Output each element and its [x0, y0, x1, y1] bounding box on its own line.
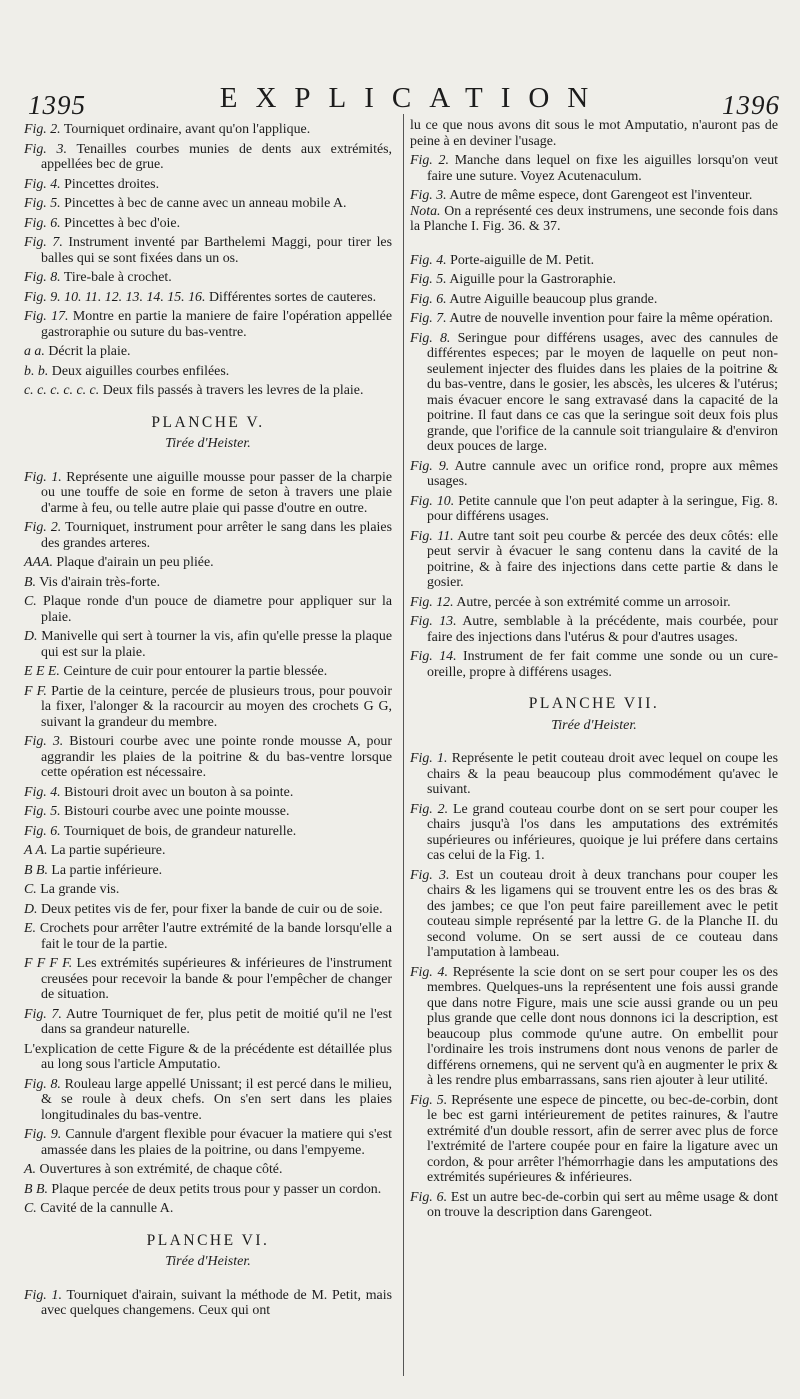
figure-text: Seringue pour différens usages, avec des cannules de différentes especes; par le moyen de laquelle on peut non-seulement injecter des fluides dans les plaies de la poitrine & du bas-ventre, dans le gosier, les abscès, les ulceres & l'utérus; mais évacuer encore le sang extravasé dans la capacité de la poitrine. Il faut dans ce cas que la seringue soit deux fois plus grande, que l'orifice de la cannule soit triangulaire & d'environ deux pouces de large. [427, 330, 778, 454]
figure-text: Tourniquet d'airain, suivant la méthode de M. Petit, mais avec quelques changemens. Ceux qui ont [41, 1287, 392, 1318]
page-header [22, 82, 786, 120]
figure-text: Différentes sortes de cauteres. [208, 289, 377, 305]
figure-key: Fig. 8. [410, 330, 451, 346]
figure-text: Représente une aiguille mousse pour passer de la charpie ou une touffe de soie en forme de seton à travers une plaie d'arme à feu, ou telle autre plaie qui passe d'outre en outre. [41, 469, 392, 516]
spacer [410, 235, 778, 249]
figure-text: Pincettes droites. [64, 176, 160, 192]
figure-text: Le grand couteau courbe dont on se sert pour couper les chairs jusqu'à l'os dans les amputations des extrémités supérieures ou inférieures, quoique je lui préfere dans certains cas celui de la Fig. 1. [427, 801, 778, 863]
figure-key: Fig. 4. [410, 252, 447, 268]
figure-entry [24, 383, 392, 399]
figure-entry [410, 614, 778, 645]
figure-text: Tenailles courbes munies de dents aux extrémités, appellées bec de grue. [41, 141, 392, 172]
figure-entry [410, 253, 778, 269]
figure-key: Fig. 5. [410, 1092, 448, 1108]
figure-entry [410, 494, 778, 525]
figure-entry [24, 804, 392, 820]
figure-key: Fig. 7. [24, 235, 63, 250]
figure-text: Porte-aiguille de M. Petit. [450, 252, 595, 268]
nota-paragraph [410, 204, 778, 235]
figure-key: b. b. [24, 363, 49, 379]
figure-text: Manivelle qui sert à tourner la vis, afin qu'elle presse la plaque qui est sur la plaie. [41, 629, 392, 660]
figure-text: Cannule d'argent flexible pour évacuer la matiere qui s'est amassée dans les plaies de la poitrine, ou dans l'empyeme. [41, 1127, 392, 1158]
figure-entry [24, 235, 392, 266]
figure-key: Fig. 11. [410, 528, 454, 544]
planche-vii-heading: PLANCHE VII. [528, 695, 660, 712]
figure-text: La partie supérieure. [50, 843, 166, 858]
figure-key: Fig. 4. [24, 176, 61, 192]
figure-entry [24, 1162, 392, 1178]
figure-key: A. [24, 1162, 36, 1177]
figure-entry [410, 649, 778, 680]
figure-key: F F. [24, 683, 47, 699]
figure-key: Fig. 3. [410, 867, 450, 883]
planche-vi-heading: PLANCHE VI. [146, 1231, 270, 1249]
right-column [410, 118, 778, 1221]
figure-text: Autre cannule avec un orifice rond, propre aux mêmes usages. [427, 458, 778, 489]
figure-key: Fig. 6. [410, 1189, 448, 1205]
figure-entry [410, 292, 778, 308]
figure-text: Cavité de la cannulle A. [40, 1201, 174, 1216]
figure-key: AAA. [24, 555, 53, 570]
page-number-right: 1396 [722, 90, 780, 120]
left-entries-a [24, 122, 392, 399]
figure-entry [410, 272, 778, 288]
figure-text: Manche dans lequel on fixe les aiguilles lorsqu'on veut faire une suture. Voyez Acutenaculum. [427, 153, 778, 184]
figure-key: Fig. 5. [24, 196, 61, 211]
figure-key: C. [24, 594, 37, 609]
figure-entry [410, 751, 778, 798]
figure-key: Fig. 4. [410, 964, 448, 980]
figure-key: E. [24, 921, 36, 936]
figure-entry [410, 868, 778, 961]
figure-entry [410, 311, 778, 327]
figure-text: Pincettes à bec de canne avec un anneau mobile A. [64, 196, 347, 211]
figure-entry [24, 785, 392, 801]
figure-text: Tourniquet ordinaire, avant qu'on l'applique. [63, 122, 311, 137]
figure-key: c. c. c. c. c. c. [24, 383, 100, 398]
figure-entry [24, 863, 392, 879]
figure-text: Pincettes à bec d'oie. [64, 215, 181, 231]
figure-text: Est un couteau droit à deux tranchans pour couper les chairs & les ligamens qui se trouvent entre les os des bras & des jambes; ce que l'on peut faire pareillement avec le petit couteau simple représenté par la lettre G. de la Planche II. du second volume. On se sert aussi de ce couteau dans l'amputation à lambeau. [427, 867, 778, 960]
figure-entry [24, 1182, 392, 1198]
figure-entry [410, 331, 778, 455]
figure-key: F F F F. [24, 956, 73, 971]
figure-entry [24, 1288, 392, 1319]
figure-key: Fig. 7. [24, 1006, 62, 1022]
figure-text: L'explication de cette Figure & de la précédente est détaillée plus au long sous l'article Amputatio. [24, 1041, 392, 1072]
figure-key: Fig. 4. [24, 784, 61, 800]
figure-entry [24, 734, 392, 781]
figure-text: Partie de la ceinture, percée de plusieurs trous, pour pouvoir la fixer, l'alonger & la racourcir au moyen des crochets G G, suivant la grandeur du membre. [41, 683, 393, 730]
page-number-left: 1395 [28, 90, 86, 120]
figure-text: Tourniquet, instrument pour arrêter le sang dans les plaies des grandes arteres. [41, 520, 392, 551]
figure-text: Ceinture de cuir pour entourer la partie blessée. [63, 664, 328, 679]
figure-text: Plaque d'airain un peu pliée. [56, 555, 214, 570]
figure-text: Autre, percée à son extrémité comme un arrosoir. [456, 594, 731, 610]
figure-key: Fig. 9. 10. 11. 12. 13. 14. 15. 16. [24, 289, 206, 305]
figure-key: Fig. 3. [24, 141, 67, 157]
figure-key: E E E. [24, 664, 60, 679]
figure-text: Tourniquet de bois, de grandeur naturelle. [63, 823, 297, 839]
figure-entry [24, 1042, 392, 1073]
figure-entry [410, 595, 778, 611]
figure-key: Fig. 1. [410, 751, 448, 766]
figure-entry [410, 802, 778, 864]
figure-entry [24, 270, 392, 286]
figure-key: C. [24, 882, 37, 897]
figure-key: Fig. 2. [24, 122, 61, 137]
planche-vii-subtitle: Tirée d'Heister. [551, 717, 637, 733]
figure-entry [410, 459, 778, 490]
figure-key: Fig. 17. [24, 309, 69, 324]
figure-key: Fig. 1. [24, 1287, 62, 1303]
figure-key: Fig. 14. [410, 649, 457, 664]
figure-text: Montre en partie la maniere de faire l'opération appellée gastroraphie ou suture du bas-ventre. [41, 309, 392, 340]
figure-text: Petite cannule que l'on peut adapter à la seringue, Fig. 8. pour différens usages. [427, 493, 778, 524]
figure-key: Fig. 2. [24, 520, 62, 535]
figure-entry [24, 629, 392, 660]
figure-text: Vis d'airain très-forte. [39, 574, 161, 590]
figure-entry [24, 902, 392, 918]
figure-text: Instrument inventé par Barthelemi Maggi, pour tirer les balles qui se sont fixées dans un os. [41, 235, 392, 266]
figure-entry [24, 1127, 392, 1158]
figure-entry [24, 1007, 392, 1038]
figure-text: Représente une espece de pincette, ou bec-de-corbin, dont le bec est garni intérieurement de petites rainures, & l'autre extrémité d'un double ressort, afin de serrer avec plus de force l'extrémité de l'artere coupée pour en faire la ligature avec un cordon, & pour arrêter l'hémorrhagie dans les amputations des extrémités supérieures & inférieures. [427, 1092, 778, 1185]
figure-entry [24, 177, 392, 193]
figure-text: Ouvertures à son extrémité, de chaque côté. [39, 1162, 283, 1177]
planche-v-heading: PLANCHE V. [151, 413, 265, 431]
figure-key: Fig. 12. [410, 594, 454, 610]
planche-v-subtitle: Tirée d'Heister. [165, 436, 251, 451]
figure-entry [24, 122, 392, 138]
figure-key: Fig. 13. [410, 614, 457, 629]
figure-key: Fig. 1. [24, 469, 62, 485]
figure-key: B B. [24, 862, 48, 878]
figure-entry [410, 1093, 778, 1186]
left-entries-b [24, 470, 392, 1217]
figure-entry [410, 153, 778, 184]
figure-entry [24, 843, 392, 859]
figure-entry [24, 575, 392, 591]
right-entries-b [410, 253, 778, 681]
figure-entry [24, 309, 392, 340]
continuation-text: lu ce que nous avons dit sous le mot Amputatio, n'auront pas de peine à en deviner l'usage. [410, 118, 778, 149]
figure-key: a a. [24, 344, 45, 359]
figure-entry [24, 520, 392, 551]
figure-key: Fig. 6. [24, 823, 61, 839]
figure-key: Fig. 9. [410, 458, 450, 474]
figure-entry [24, 921, 392, 952]
figure-entry [410, 965, 778, 1089]
figure-key: Fig. 5. [410, 272, 447, 287]
figure-key: Fig. 5. [24, 804, 61, 819]
figure-key: Fig. 10. [410, 493, 455, 509]
figure-key: Fig. 2. [410, 153, 449, 168]
figure-key: B B. [24, 1181, 48, 1197]
figure-text: Crochets pour arrêter l'autre extrémité de la bande lorsqu'elle a fait le tour de la partie. [39, 921, 392, 952]
figure-text: La grande vis. [40, 882, 120, 897]
figure-text: Tire-bale à crochet. [63, 270, 172, 285]
figure-text: Représente la scie dont on se sert pour couper les os des membres. Quelques-uns la représentent une fois aussi grande que dans notre Figure, mais une scie aussi grande ou un peu plus grande que celle dont nous donnons ici la description, est beaucoup plus commode qu'une autre. On embellit pour l'ordinaire les trois instrumens dont nous venons de parler de différens ornemens, qui ne servent qu'à en augmenter le prix & à les rendre plus embarrassans, sans rien ajouter à leur utilité. [427, 964, 778, 1088]
figure-key: Fig. 8. [24, 1076, 61, 1092]
figure-entry [24, 290, 392, 306]
figure-entry [24, 684, 392, 731]
figure-text: Instrument de fer fait comme une sonde ou un cure-oreille, propre à différens usages. [427, 649, 778, 680]
figure-text: Bistouri courbe avec une pointe ronde mousse A, pour aggrandir les plaies de la poitrine & du bas-ventre lorsque cette opération est nécessaire. [41, 734, 392, 780]
figure-text: Autre de nouvelle invention pour faire la même opération. [449, 311, 773, 326]
figure-entry [24, 364, 392, 380]
figure-key: Fig. 6. [24, 215, 61, 231]
figure-entry [24, 1201, 392, 1217]
right-entries-a [410, 153, 778, 204]
figure-key: Fig. 7. [410, 311, 447, 326]
figure-text: Plaque ronde d'un pouce de diametre pour appliquer sur la plaie. [41, 594, 393, 625]
column-divider [403, 114, 404, 1376]
figure-entry [24, 142, 392, 173]
figure-entry [24, 555, 392, 571]
figure-key: Fig. 2. [410, 801, 449, 817]
figure-entry [24, 344, 392, 360]
figure-text: Représente le petit couteau droit avec lequel on coupe les chairs & la peau beaucoup plus commodément qu'avec le suivant. [427, 751, 778, 797]
figure-entry [24, 664, 392, 680]
figure-key: Fig. 3. [410, 188, 447, 203]
right-entries-c [410, 751, 778, 1221]
figure-key: B. [24, 574, 36, 590]
figure-text: La partie inférieure. [51, 862, 163, 878]
left-entries-c [24, 1288, 392, 1319]
left-column [24, 118, 392, 1319]
figure-key: Fig. 9. [24, 1127, 62, 1142]
figure-entry [24, 470, 392, 517]
figure-text: Décrit la plaie. [48, 344, 131, 359]
figure-text: Bistouri courbe avec une pointe mousse. [64, 804, 290, 819]
figure-key: C. [24, 1201, 37, 1216]
figure-key: Fig. 8. [24, 270, 61, 285]
figure-text: Deux petites vis de fer, pour fixer la bande de cuir ou de soie. [41, 901, 383, 917]
figure-entry [410, 529, 778, 591]
page-title: EXPLICATION [219, 82, 607, 114]
figure-text: Rouleau large appellé Unissant; il est percé dans le milieu, & se roule à deux chefs. On s'en sert dans les plaies longitudinales du bas-ventre. [41, 1076, 392, 1123]
figure-entry [24, 594, 392, 625]
figure-entry [24, 216, 392, 232]
figure-key: D. [24, 629, 38, 644]
planche-vi-subtitle: Tirée d'Heister. [165, 1254, 251, 1269]
figure-text: Plaque percée de deux petits trous pour y passer un cordon. [51, 1181, 382, 1197]
figure-entry [24, 956, 392, 1003]
figure-key: A A. [24, 843, 48, 858]
figure-entry [24, 1077, 392, 1124]
figure-entry [410, 1190, 778, 1221]
figure-text: Deux fils passés à travers les levres de la plaie. [102, 383, 364, 398]
figure-text: Autre Tourniquet de fer, plus petit de moitié qu'il ne l'est dans sa grandeur naturelle. [41, 1006, 393, 1037]
figure-text: Bistouri droit avec un bouton à sa pointe. [64, 784, 294, 800]
figure-text: Aiguille pour la Gastroraphie. [449, 272, 617, 287]
nota-key: Nota. [410, 203, 441, 219]
figure-text: Autre Aiguille beaucoup plus grande. [449, 291, 658, 307]
figure-text: Autre de même espece, dont Garengeot est l'inventeur. [449, 188, 753, 203]
figure-text: Les extrémités supérieures & inférieures de l'instrument creusées pour recevoir la bande & pour l'empêcher de changer de situation. [41, 956, 392, 1002]
figure-text: Deux aiguilles courbes enfilées. [51, 363, 230, 379]
figure-text: Est un autre bec-de-corbin qui sert au même usage & dont on trouve la description dans Garengeot. [427, 1189, 778, 1220]
figure-key: D. [24, 901, 38, 917]
figure-entry [24, 882, 392, 898]
figure-entry [24, 196, 392, 212]
figure-entry [410, 188, 778, 204]
figure-key: Fig. 6. [410, 291, 447, 307]
nota-text: On a représenté ces deux instrumens, une seconde fois dans la Planche I. Fig. 36. & 37. [410, 203, 778, 234]
figure-text: Autre, semblable à la précédente, mais courbée, pour faire des injections dans l'utérus & pour d'autres usages. [427, 614, 778, 645]
figure-key: Fig. 3. [24, 734, 64, 749]
figure-text: Autre tant soit peu courbe & percée des deux côtés: elle peut servir à évacuer le sang contenu dans la cavité de la poitrine, & à faire des injections dans cette partie & dans le gosier. [427, 528, 778, 590]
figure-entry [24, 824, 392, 840]
